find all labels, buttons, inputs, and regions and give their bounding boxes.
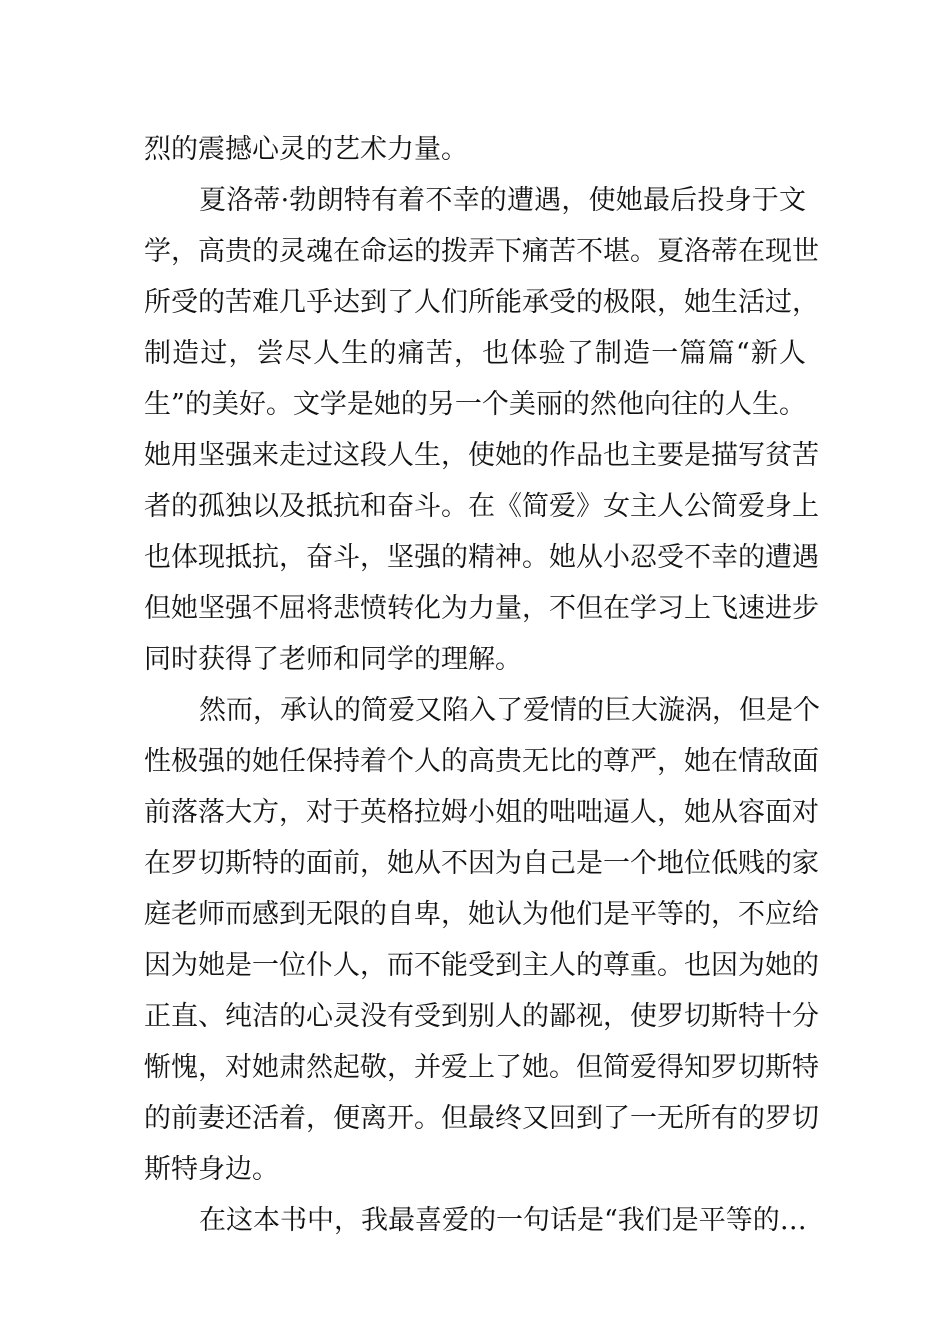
text-line: 正直、纯洁的心灵没有受到别人的鄙视，使罗切斯特十分 [144, 1001, 819, 1032]
text-line: 生”的美好。文学是她的另一个美丽的然他向往的人生。 [144, 389, 806, 420]
paragraph-3 [144, 685, 820, 1195]
text-line: 然而，承认的简爱又陷入了爱情的巨大漩涡，但是个 [199, 695, 820, 726]
text-line: 因为她是一位仆人，而不能受到主人的尊重。也因为她的 [144, 950, 819, 981]
text-line: 同时获得了老师和同学的理解。 [144, 644, 522, 675]
text-line: 庭老师而感到无限的自卑，她认为他们是平等的，不应给 [144, 899, 819, 930]
paragraph-4 [144, 1195, 806, 1246]
text-line: 性极强的她任保持着个人的高贵无比的尊严，她在情敌面 [144, 746, 819, 777]
text-line: 斯特身边。 [144, 1154, 279, 1185]
text-line: 在罗切斯特的面前，她从不因为自己是一个地位低贱的家 [144, 848, 819, 879]
text-line: 学，高贵的灵魂在命运的拨弄下痛苦不堪。夏洛蒂在现世 [144, 236, 819, 267]
paragraph-2 [144, 175, 819, 685]
text-line: 烈的震撼心灵的艺术力量。 [144, 134, 468, 165]
text-line: 惭愧，对她肃然起敬，并爱上了她。但简爱得知罗切斯特 [144, 1052, 819, 1083]
text-line: 制造过，尝尽人生的痛苦，也体验了制造一篇篇“新人 [144, 338, 806, 369]
text-line: 所受的苦难几乎达到了人们所能承受的极限，她生活过， [144, 287, 819, 318]
text-line: 她用坚强来走过这段人生，使她的作品也主要是描写贫苦 [144, 440, 819, 471]
text-line: 者的孤独以及抵抗和奋斗。在《简爱》女主人公简爱身上 [144, 491, 819, 522]
paragraph-1 [144, 124, 806, 175]
text-line: 但她坚强不屈将悲愤转化为力量，不但在学习上飞速进步 [144, 593, 819, 624]
text-line: 的前妻还活着，便离开。但最终又回到了一无所有的罗切 [144, 1103, 819, 1134]
text-line: 前落落大方，对于英格拉姆小姐的咄咄逼人，她从容面对 [144, 797, 819, 828]
text-line: 在这本书中，我最喜爱的一句话是“我们是平等的… [199, 1205, 807, 1236]
document-body [144, 124, 820, 1246]
text-line: 也体现抵抗，奋斗，坚强的精神。她从小忍受不幸的遭遇 [144, 542, 819, 573]
text-line: 夏洛蒂·勃朗特有着不幸的遭遇，使她最后投身于文 [199, 185, 806, 216]
